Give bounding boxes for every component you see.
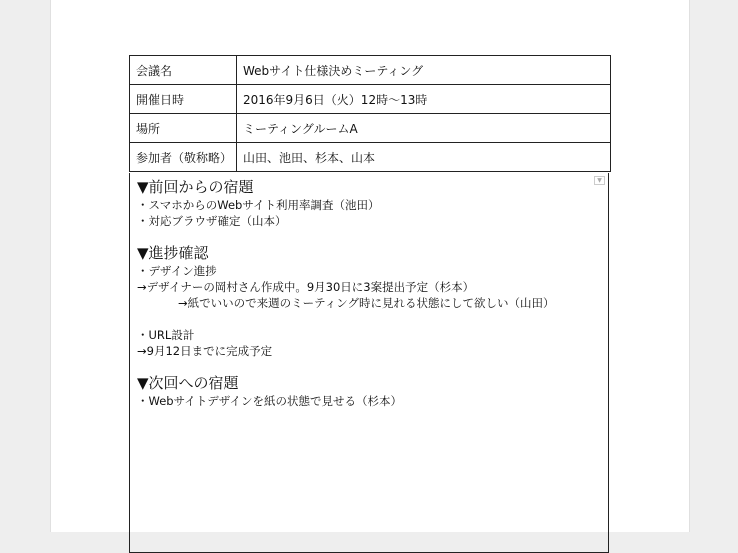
section-progress [137, 243, 608, 359]
table-row [130, 85, 611, 114]
line: ・デザイン進捗 [137, 264, 217, 278]
line: ・URL設計 [137, 328, 195, 342]
row-value[interactable]: 2016年9月6日（火）12時～13時 [237, 85, 611, 114]
table-row [130, 56, 611, 85]
dropdown-arrow-icon[interactable]: ▼ [594, 176, 605, 185]
section-heading: ▼前回からの宿題 [137, 178, 254, 196]
row-label: 場所 [130, 114, 237, 143]
row-label: 参加者（敬称略） [130, 143, 237, 172]
table-row [130, 114, 611, 143]
line: →紙でいいので来週のミーティング時に見れる状態にして欲しい（山田） [178, 296, 555, 310]
line: →デザイナーの岡村さん作成中。9月30日に3案提出予定（杉本） [137, 280, 475, 294]
row-value[interactable]: ミーティングルームA [237, 114, 611, 143]
section-heading: ▼次回への宿題 [137, 374, 239, 392]
row-value[interactable]: 山田、池田、杉本、山本 [237, 143, 611, 172]
row-value[interactable]: Webサイト仕様決めミーティング [237, 56, 611, 85]
line: ・スマホからのWebサイト利用率調査（池田） [137, 198, 380, 212]
document-page [50, 0, 690, 532]
line: ・Webサイトデザインを紙の状態で見せる（杉本） [137, 394, 402, 408]
line: →9月12日までに完成予定 [137, 344, 273, 358]
table-row [130, 143, 611, 172]
minutes-body[interactable] [129, 173, 609, 553]
section-heading: ▼進捗確認 [137, 244, 209, 262]
row-label: 開催日時 [130, 85, 237, 114]
line: ・対応ブラウザ確定（山本） [137, 214, 287, 228]
row-label: 会議名 [130, 56, 237, 85]
meeting-info-table [129, 55, 611, 172]
section-next-homework [137, 373, 608, 409]
section-previous-homework [137, 177, 608, 229]
